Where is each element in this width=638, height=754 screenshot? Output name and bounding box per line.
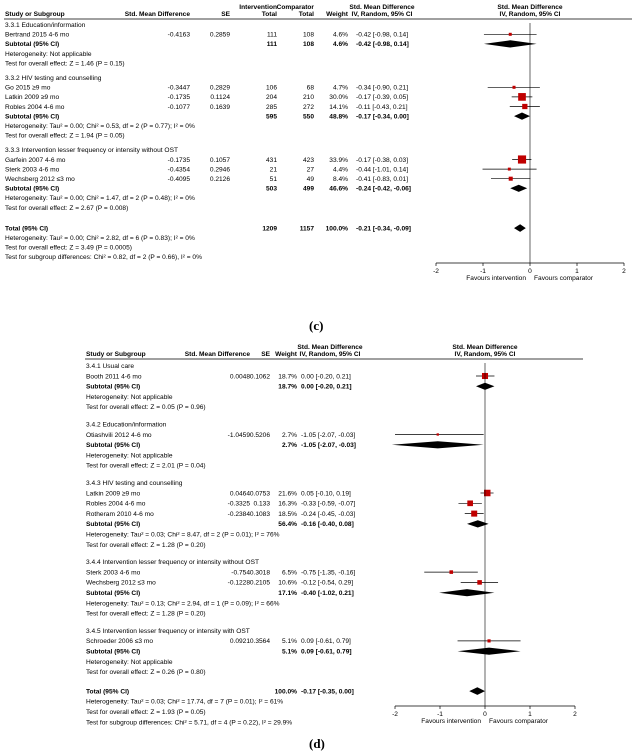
header-smd: Std. Mean Difference — [124, 11, 190, 18]
study-name: Otiashvili 2012 4-6 mo — [86, 431, 152, 439]
subtotal-label: Subtotal (95% CI) — [86, 383, 141, 391]
total-diamond — [514, 224, 526, 232]
forest-plot-d — [0, 340, 638, 735]
study-name: Latkin 2009 ≥9 mo — [5, 94, 60, 102]
subtotal-weight: 48.8% — [329, 113, 348, 121]
x-tick-label: 1 — [528, 711, 532, 718]
header-smd: Std. Mean Difference — [184, 351, 250, 358]
study-intervention-total: 285 — [265, 103, 277, 111]
study-smd: -0.1735 — [167, 156, 190, 164]
study-ci: 0.05 [-0.10, 0.19] — [301, 490, 351, 498]
study-ci: -0.33 [-0.59, -0.07] — [301, 500, 356, 508]
study-intervention-total: 106 — [265, 84, 277, 92]
total-weight: 100.0% — [325, 225, 348, 233]
subgroup-heterogeneity: Heterogeneity: Tau² = 0.13; Chi² = 2.94, df = 1 (P = 0.09); I² = 66% — [86, 600, 280, 608]
caption-c: (c) — [309, 318, 324, 333]
header-weight: Weight — [326, 11, 348, 18]
study-weight: 8.4% — [332, 176, 348, 183]
study-comparator-total: 210 — [302, 94, 314, 102]
subtotal-diamond — [458, 648, 521, 655]
subtotal-weight: 17.1% — [278, 590, 297, 597]
study-smd: -0.4163 — [167, 31, 190, 39]
study-effect-marker — [513, 86, 516, 89]
study-name: Schroeder 2006 ≤3 mo — [86, 638, 154, 646]
study-smd: -0.3325 — [227, 500, 250, 508]
study-smd: -0.1077 — [167, 103, 190, 111]
study-effect-marker — [518, 93, 526, 101]
subtotal-label: Subtotal (95% CI) — [86, 590, 141, 597]
study-effect-marker — [522, 104, 527, 109]
study-effect-marker — [509, 177, 513, 181]
subtotal-label: Subtotal (95% CI) — [5, 113, 60, 121]
subtotal-weight: 56.4% — [278, 521, 297, 529]
subtotal-ci: -0.17 [-0.34, 0.00] — [356, 113, 409, 121]
subtotal-weight: 46.6% — [329, 185, 348, 193]
study-weight: 18.5% — [278, 510, 297, 518]
study-smd: -0.2384 — [227, 510, 250, 518]
study-smd: 0.0921 — [229, 638, 250, 646]
study-se: 0.133 — [253, 500, 270, 508]
subtotal-ci: 0.09 [-0.61, 0.79] — [301, 648, 352, 656]
study-se: 0.3564 — [249, 638, 270, 646]
header-ci-method: IV, Random, 95% CI — [351, 11, 413, 18]
subtotal-weight: 5.1% — [281, 648, 297, 656]
study-smd: -0.1228 — [227, 579, 250, 587]
study-se: 0.2946 — [209, 166, 230, 174]
study-ci: -0.11 [-0.43, 0.21] — [356, 103, 408, 111]
subtotal-diamond — [392, 441, 484, 448]
subgroup-title: 3.4.2 Education/information — [86, 421, 167, 429]
study-name: Wechsberg 2012 ≤3 mo — [5, 176, 75, 183]
x-tick-label: 0 — [528, 268, 532, 275]
subgroup-overall-effect: Test for overall effect: Z = 0.05 (P = 0.96) — [86, 404, 206, 412]
subtotal-comparator: 499 — [302, 185, 314, 193]
total-stat-line: Heterogeneity: Tau² = 0.00; Chi² = 2.82, df = 6 (P = 0.83); I² = 0% — [5, 235, 195, 242]
total-stat-line: Test for subgroup differences: Chi² = 0.82, df = 2 (P = 0.66), I² = 0% — [5, 254, 202, 262]
header-plot-method: IV, Random, 95% CI — [454, 351, 516, 358]
subgroup-title: 3.4.5 Intervention lesser frequency or intensity with OST — [86, 627, 250, 635]
study-name: Go 2015 ≥9 mo — [5, 84, 51, 92]
subgroup-heterogeneity: Heterogeneity: Tau² = 0.00; Chi² = 0.53, df = 2 (P = 0.77); I² = 0% — [5, 123, 195, 130]
study-weight: 14.1% — [329, 103, 348, 111]
header-plot-title: Std. Mean Difference — [497, 4, 563, 11]
total-stat-line: Test for overall effect: Z = 3.49 (P = 0.0005) — [5, 244, 132, 252]
study-name: Robles 2004 4-6 mo — [86, 500, 146, 508]
x-tick-label: -2 — [433, 268, 439, 275]
study-intervention-total: 111 — [266, 31, 277, 39]
subtotal-intervention: 111 — [266, 41, 277, 49]
study-se: 0.5206 — [249, 431, 270, 439]
total-weight: 100.0% — [274, 688, 297, 696]
study-weight: 2.7% — [281, 431, 297, 439]
study-ci: -0.17 [-0.39, 0.05] — [356, 94, 409, 102]
study-comparator-total: 49 — [306, 176, 314, 183]
subgroup-heterogeneity: Heterogeneity: Not applicable — [86, 393, 173, 401]
study-intervention-total: 204 — [265, 94, 277, 102]
study-ci: -1.05 [-2.07, -0.03] — [301, 431, 356, 439]
header-weight: Weight — [275, 351, 297, 358]
study-name: Booth 2011 4-6 mo — [86, 373, 142, 381]
header-study: Study or Subgroup — [86, 351, 146, 358]
total-stat-line: Test for subgroup differences: Chi² = 5.71, df = 4 (P = 0.22), I² = 29.9% — [86, 719, 293, 727]
study-effect-marker — [449, 570, 453, 574]
total-label: Total (95% CI) — [5, 225, 49, 233]
study-ci: -0.42 [-0.98, 0.14] — [356, 31, 409, 39]
study-comparator-total: 68 — [306, 84, 314, 92]
subgroup-heterogeneity: Heterogeneity: Not applicable — [86, 658, 173, 666]
study-intervention-total: 51 — [269, 176, 277, 183]
total-ci: -0.17 [-0.35, 0.00] — [301, 688, 354, 696]
study-comparator-total: 108 — [302, 31, 314, 39]
subtotal-label: Subtotal (95% CI) — [86, 521, 141, 529]
study-ci: -0.17 [-0.38, 0.03] — [356, 156, 409, 164]
x-tick-label: 2 — [622, 268, 626, 275]
header-ci-method: IV, Random, 95% CI — [299, 351, 361, 358]
header-ci-title: Std. Mean Difference — [297, 344, 363, 351]
subgroup-overall-effect: Test for overall effect: Z = 2.67 (P = 0.008) — [5, 204, 129, 212]
subtotal-weight: 18.7% — [278, 383, 297, 391]
subtotal-label: Subtotal (95% CI) — [5, 185, 60, 193]
study-se: 0.0753 — [249, 490, 270, 498]
total-comparator: 1157 — [299, 225, 314, 233]
study-weight: 30.0% — [329, 94, 348, 102]
x-tick-label: 1 — [575, 268, 579, 275]
x-tick-label: -2 — [392, 711, 398, 718]
study-se: 0.2859 — [209, 31, 230, 39]
study-smd: 0.0048 — [229, 373, 250, 381]
subgroup-title: 3.4.4 Intervention lesser frequency or intensity without OST — [86, 559, 259, 567]
study-se: 0.3018 — [249, 569, 270, 577]
study-ci: -0.34 [-0.90, 0.21] — [356, 84, 409, 92]
study-ci: -0.44 [-1.01, 0.14] — [356, 166, 409, 174]
subtotal-ci: 0.00 [-0.20, 0.21] — [301, 383, 352, 391]
study-weight: 10.6% — [278, 579, 297, 587]
subgroup-overall-effect: Test for overall effect: Z = 2.01 (P = 0.04) — [86, 462, 206, 470]
study-ci: 0.00 [-0.20, 0.21] — [301, 373, 351, 381]
study-name: Sterk 2003 4-6 mo — [86, 569, 141, 577]
study-weight: 6.5% — [281, 569, 297, 577]
subgroup-title: 3.3.2 HIV testing and counselling — [5, 75, 102, 82]
study-ci: -0.41 [-0.83, 0.01] — [356, 176, 409, 183]
subtotal-diamond — [514, 113, 530, 120]
subgroup-heterogeneity: Heterogeneity: Not applicable — [86, 452, 173, 460]
subgroup-heterogeneity: Heterogeneity: Not applicable — [5, 50, 92, 58]
header-study: Study or Subgroup — [5, 11, 65, 18]
study-weight: 33.9% — [329, 156, 348, 164]
study-se: 0.1124 — [210, 94, 230, 102]
study-effect-marker — [508, 168, 511, 171]
header-plot-method: IV, Random, 95% CI — [499, 11, 561, 18]
subtotal-intervention: 595 — [265, 113, 277, 121]
subtotal-ci: -0.24 [-0.42, -0.06] — [356, 185, 411, 193]
subtotal-intervention: 503 — [265, 185, 277, 193]
subtotal-diamond — [467, 520, 489, 527]
study-effect-marker — [487, 639, 490, 642]
study-smd: -0.1735 — [167, 94, 190, 102]
study-ci: -0.12 [-0.54, 0.29] — [301, 579, 354, 587]
study-name: Bertrand 2015 4-6 mo — [5, 31, 70, 39]
study-weight: 21.6% — [278, 490, 297, 498]
total-diamond — [469, 687, 485, 695]
subgroup-overall-effect: Test for overall effect: Z = 1.28 (P = 0.20) — [86, 610, 206, 618]
subtotal-label: Subtotal (95% CI) — [86, 648, 141, 656]
subgroup-overall-effect: Test for overall effect: Z = 1.46 (P = 0.15) — [5, 60, 125, 68]
header-comparator: Comparator — [276, 4, 314, 11]
favours-left-label: Favours intervention — [421, 718, 481, 725]
x-tick-label: 0 — [483, 711, 487, 718]
study-weight: 4.7% — [332, 84, 348, 92]
study-weight: 5.1% — [281, 638, 297, 646]
caption-d: (d) — [309, 736, 325, 751]
study-name: Latkin 2009 ≥9 mo — [86, 490, 141, 498]
study-ci: 0.09 [-0.61, 0.79] — [301, 638, 351, 646]
subgroup-heterogeneity: Heterogeneity: Tau² = 0.03; Chi² = 8.47, df = 2 (P = 0.01); I² = 76% — [86, 531, 280, 539]
x-tick-label: -1 — [480, 268, 486, 275]
subtotal-ci: -1.05 [-2.07, -0.03] — [301, 442, 356, 450]
study-name: Robles 2004 4-6 mo — [5, 103, 65, 111]
study-name: Sterk 2003 4-6 mo — [5, 166, 60, 174]
study-effect-marker — [518, 155, 526, 163]
subtotal-comparator: 108 — [302, 41, 314, 49]
subtotal-weight: 2.7% — [281, 442, 297, 450]
x-tick-label: -1 — [437, 711, 443, 718]
favours-right-label: Favours comparator — [534, 275, 593, 282]
study-smd: -0.3447 — [167, 84, 190, 92]
forest-plot-c — [0, 0, 638, 330]
subgroup-overall-effect: Test for overall effect: Z = 1.28 (P = 0.20) — [86, 541, 206, 549]
study-name: Wechsberg 2012 ≤3 mo — [86, 579, 156, 587]
study-effect-marker — [471, 511, 477, 517]
header-plot-title: Std. Mean Difference — [452, 344, 518, 351]
study-name: Rotheram 2010 4-6 mo — [86, 510, 154, 518]
study-weight: 18.7% — [278, 373, 297, 381]
header-se: SE — [221, 11, 230, 18]
study-se: 0.2105 — [249, 579, 270, 587]
study-smd: 0.0464 — [229, 490, 250, 498]
total-ci: -0.21 [-0.34, -0.09] — [356, 225, 411, 233]
study-smd: -1.0459 — [227, 431, 250, 439]
study-weight: 16.3% — [278, 500, 297, 508]
study-se: 0.1639 — [209, 103, 230, 111]
study-effect-marker — [467, 500, 473, 506]
header-se: SE — [261, 351, 270, 358]
header-intervention: Intervention — [239, 4, 277, 11]
total-stat-line: Heterogeneity: Tau² = 0.03; Chi² = 17.74, df = 7 (P = 0.01); I² = 61% — [86, 698, 284, 706]
header-comparator-total: Total — [298, 11, 314, 18]
study-se: 0.2126 — [209, 176, 230, 183]
study-se: 0.1062 — [249, 373, 270, 381]
study-effect-marker — [437, 433, 439, 435]
subtotal-ci: -0.40 [-1.02, 0.21] — [301, 590, 354, 597]
subgroup-title: 3.4.1 Usual care — [86, 363, 135, 370]
study-smd: -0.4354 — [167, 166, 190, 174]
x-tick-label: 2 — [573, 711, 577, 718]
study-effect-marker — [477, 580, 482, 585]
study-comparator-total: 272 — [302, 103, 314, 111]
study-weight: 4.4% — [332, 166, 348, 174]
subtotal-diamond — [439, 589, 494, 596]
subgroup-title: 3.3.1 Education/information — [5, 22, 86, 29]
subtotal-diamond — [484, 40, 537, 47]
subtotal-diamond — [510, 185, 527, 192]
study-smd: -0.4095 — [167, 176, 190, 183]
study-smd: -0.754 — [231, 569, 250, 577]
subgroup-overall-effect: Test for overall effect: Z = 1.94 (P = 0.05) — [5, 132, 125, 140]
favours-left-label: Favours intervention — [466, 275, 526, 282]
subgroup-overall-effect: Test for overall effect: Z = 0.26 (P = 0.80) — [86, 669, 206, 677]
study-ci: -0.24 [-0.45, -0.03] — [301, 510, 356, 518]
subgroup-heterogeneity: Heterogeneity: Tau² = 0.00; Chi² = 1.47, df = 2 (P = 0.48); I² = 0% — [5, 195, 195, 203]
study-se: 0.2829 — [209, 84, 230, 92]
total-label: Total (95% CI) — [86, 688, 130, 696]
header-ci-title: Std. Mean Difference — [349, 4, 415, 11]
subtotal-weight: 4.6% — [332, 41, 348, 49]
subtotal-label: Subtotal (95% CI) — [86, 442, 141, 450]
subgroup-title: 3.3.3 Intervention lesser frequency or intensity without OST — [5, 147, 178, 155]
study-name: Garfein 2007 4-6 mo — [5, 156, 66, 164]
study-effect-marker — [509, 33, 512, 36]
study-comparator-total: 423 — [302, 156, 314, 164]
subtotal-comparator: 550 — [302, 113, 314, 121]
subtotal-label: Subtotal (95% CI) — [5, 41, 60, 49]
study-intervention-total: 431 — [265, 156, 277, 164]
subtotal-ci: -0.42 [-0.98, 0.14] — [356, 41, 409, 49]
study-intervention-total: 21 — [269, 166, 277, 174]
favours-right-label: Favours comparator — [489, 718, 548, 725]
subgroup-title: 3.4.3 HIV testing and counselling — [86, 480, 183, 487]
total-stat-line: Test for overall effect: Z = 1.93 (P = 0.05) — [86, 709, 206, 716]
study-comparator-total: 27 — [306, 166, 314, 174]
study-ci: -0.75 [-1.35, -0.16] — [301, 569, 356, 577]
study-weight: 4.6% — [332, 31, 348, 39]
study-se: 0.1083 — [249, 510, 270, 518]
total-intervention: 1209 — [262, 225, 277, 233]
header-intervention-total: Total — [261, 11, 277, 18]
study-se: 0.1057 — [209, 156, 230, 164]
subtotal-ci: -0.16 [-0.40, 0.08] — [301, 521, 354, 529]
